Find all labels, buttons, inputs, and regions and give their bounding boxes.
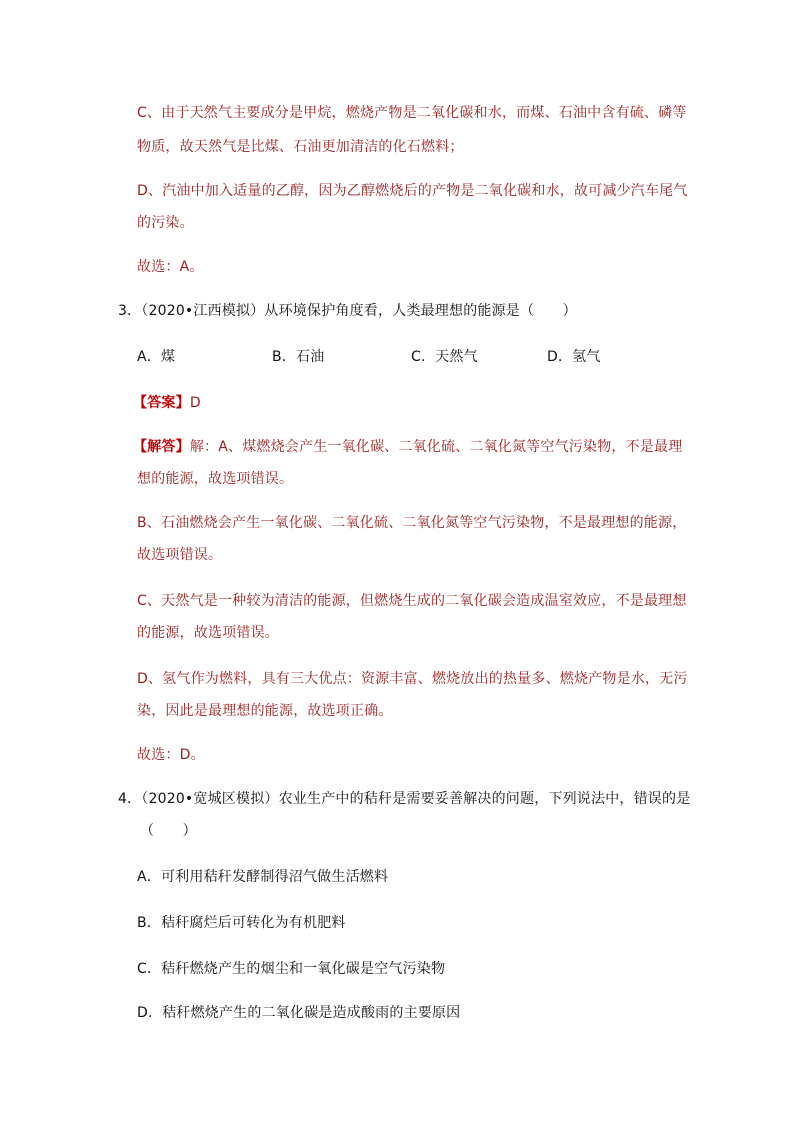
answer-tag: 【答案】 (133, 395, 190, 411)
q3-analysis-c-line1: C、天然气是一种较为清洁的能源，但燃烧生成的二氧化碳会造成温室效应，不是最理想 (137, 593, 687, 609)
q3-option-a: A．煤 (137, 349, 176, 365)
q4-option-c: C．秸秆燃烧产生的烟尘和一氧化碳是空气污染物 (137, 961, 446, 977)
q3-analysis-a-line1 (133, 438, 682, 456)
answer-value: D (189, 395, 201, 411)
q3-option-c: C．天然气 (411, 349, 478, 365)
q3-analysis-b-line2: 故选项错误。 (137, 547, 223, 563)
q3-option-d: D．氢气 (547, 349, 601, 365)
q3-analysis-d-line1: D、氢气作为燃料，具有三大优点：资源丰富、燃烧放出的热量多、燃烧产物是水，无污 (137, 671, 688, 687)
q4-option-a: A．可利用秸秆发酵制得沼气做生活燃料 (137, 869, 389, 885)
q2-option-c-analysis-line1: C、由于天然气主要成分是甲烷，燃烧产物是二氧化碳和水，而煤、石油中含有硫、磷等 (137, 105, 687, 121)
q3-option-b: B．石油 (272, 349, 325, 365)
q3-final-choice: 故选：D。 (137, 747, 205, 763)
q4-stem-line2: （ ） (140, 823, 197, 839)
q3-analysis-a-line2: 想的能源，故选项错误。 (137, 471, 294, 487)
q2-option-d-analysis-line2: 的污染。 (137, 215, 194, 231)
analysis-a-text: 解：A、煤燃烧会产生一氧化碳、二氧化硫、二氧化氮等空气污染物，不是最理 (189, 439, 683, 455)
q2-option-c-analysis-line2: 物质，故天然气是比煤、石油更加清洁的化石燃料； (137, 139, 464, 155)
q2-option-d-analysis-line1: D、汽油中加入适量的乙醇，因为乙醇燃烧后的产物是二氧化碳和水，故可减少汽车尾气 (137, 183, 688, 199)
q2-final-choice: 故选：A。 (137, 259, 204, 275)
q3-analysis-d-line2: 染，因此是最理想的能源，故选项正确。 (137, 703, 393, 719)
q3-answer (133, 394, 201, 412)
q3-analysis-b-line1: B、石油燃烧会产生一氧化碳、二氧化硫、二氧化氮等空气污染物，不是最理想的能源， (137, 515, 687, 531)
analysis-tag: 【解答】 (133, 439, 190, 455)
q4-option-b: B．秸秆腐烂后可转化为有机肥料 (137, 915, 346, 931)
q4-option-d: D．秸秆燃烧产生的二氧化碳是造成酸雨的主要原因 (137, 1005, 461, 1021)
q3-stem: 3．（2020•江西模拟）从环境保护角度看，人类最理想的能源是（ ） (118, 303, 577, 319)
q3-analysis-c-line2: 的能源，故选项错误。 (137, 625, 279, 641)
q4-stem-line1: 4．（2020•宽城区模拟）农业生产中的秸秆是需要妥善解决的问题，下列说法中，错误的是 (118, 791, 691, 807)
